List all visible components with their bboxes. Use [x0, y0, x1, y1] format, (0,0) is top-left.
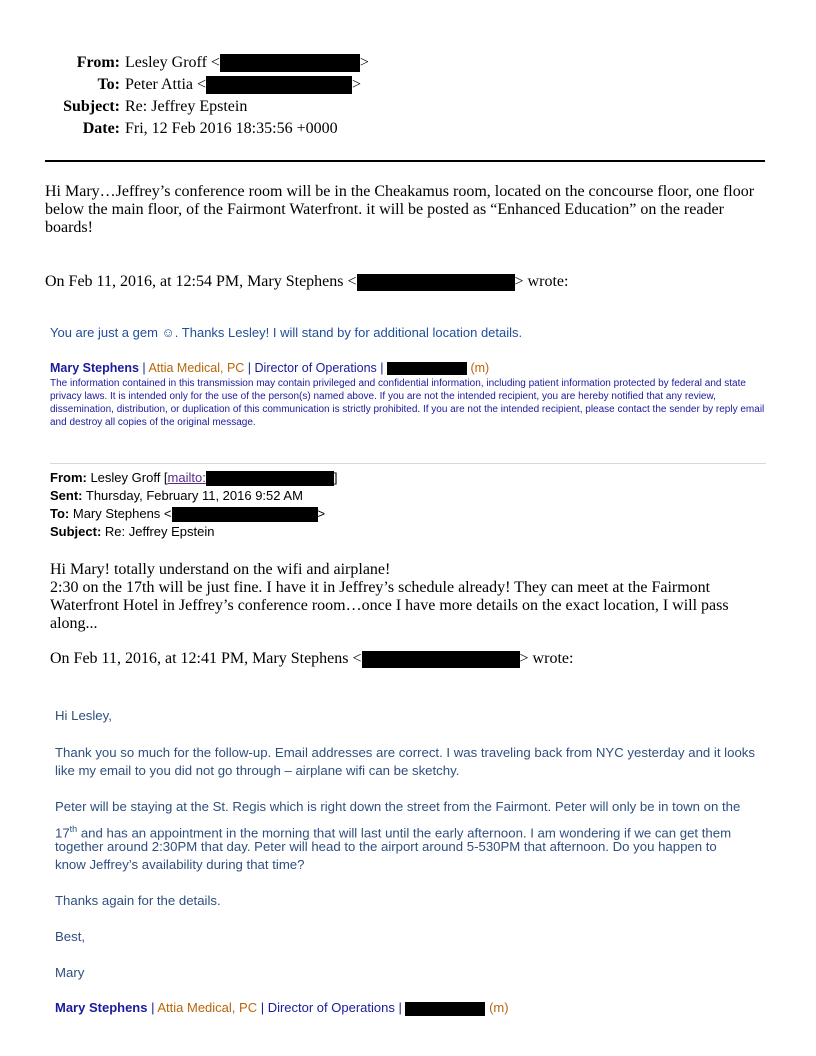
lesley-reply-line: 2:30 on the 17th will be just fine. I have it in Jeffrey’s schedule already! They can meet at the Fairmont — [50, 579, 711, 596]
redacted-block — [405, 1002, 485, 1016]
gem-message: You are just a gem ☺. Thanks Lesley! I will stand by for additional location details. — [50, 325, 523, 340]
mary-closing: Best, — [55, 929, 86, 944]
inner-sent-row: Sent: Thursday, February 11, 2016 9:52 AM — [50, 488, 303, 503]
inner-subject-label: Subject: — [50, 524, 102, 539]
mary-paragraph-line: Peter will be staying at the St. Regis which is right down the street from the Fairmont. Peter will only be in town on the — [55, 799, 741, 814]
subject-label: Subject: — [63, 98, 120, 115]
signature-title: Director of Operations — [267, 1000, 395, 1015]
signature-company: Attia Medical, PC — [157, 1000, 258, 1015]
date-row — [0, 118, 700, 140]
redacted-block — [362, 651, 520, 668]
lesley-reply-line: along... — [50, 615, 98, 632]
signature: Mary Stephens | Attia Medical, PC | Director of Operations | (m) — [50, 361, 490, 375]
inner-to-row: To: Mary Stephens < > — [50, 506, 326, 521]
signature-title: Director of Operations — [254, 361, 377, 375]
reply-line: Hi Mary…Jeffrey’s conference room will be in the Cheakamus room, located on the concourse floor, one floor — [45, 183, 755, 200]
inner-to-label: To: — [50, 506, 70, 521]
mary-paragraph-line: together around 2:30PM that day. Peter will head to the airport around 5-530PM that afternoon. Do you happen to — [55, 839, 717, 854]
mary-greeting: Hi Lesley, — [55, 708, 112, 723]
inner-from-row: From: Lesley Groff [mailto: ] — [50, 470, 338, 485]
to-row — [0, 74, 700, 96]
redacted-block — [172, 507, 318, 522]
date-value: Fri, 12 Feb 2016 18:35:56 +0000 — [125, 120, 338, 137]
inner-sent-label: Sent: — [50, 488, 83, 503]
redacted-block — [206, 471, 334, 486]
reply-line: boards! — [45, 219, 93, 236]
mailto-link[interactable]: mailto: — [167, 470, 206, 485]
subject-value: Re: Jeffrey Epstein — [125, 98, 248, 115]
quote-intro: On Feb 11, 2016, at 12:41 PM, Mary Stephens < > wrote: — [50, 650, 574, 667]
signature-name: Mary Stephens — [55, 1000, 148, 1015]
from-row — [0, 52, 700, 74]
lesley-reply-line: Waterfront Hotel in Jeffrey’s conference room…once I have more details on the exact location, I will pass — [50, 597, 729, 614]
to-label: To: — [97, 76, 120, 93]
date-label: Date: — [82, 120, 120, 137]
redacted-block — [220, 54, 360, 72]
redacted-block — [387, 362, 467, 375]
signature-name: Mary Stephens — [50, 361, 139, 375]
from-value: Lesley Groff < > — [125, 54, 369, 71]
mary-paragraph-line: like my email to you did not go through – airplane wifi can be sketchy. — [55, 763, 460, 778]
subject-row — [0, 96, 700, 118]
redacted-block — [206, 76, 352, 94]
signature-company: Attia Medical, PC — [148, 361, 245, 375]
inner-subject-row: Subject: Re: Jeffrey Epstein — [50, 524, 215, 539]
mary-paragraph-line: 17th and has an appointment in the morning that will last until the early afternoon. I am wondering if we can get them — [55, 824, 732, 841]
signature: Mary Stephens | Attia Medical, PC | Director of Operations | (m) — [55, 1000, 509, 1015]
message-divider — [50, 463, 766, 464]
inner-from-label: From: — [50, 470, 87, 485]
mary-paragraph-line: Thank you so much for the follow-up. Email addresses are correct. I was traveling back from NYC yesterday and it looks — [55, 745, 755, 760]
to-value: Peter Attia < > — [125, 76, 362, 93]
lesley-reply-line: Hi Mary! totally understand on the wifi and airplane! — [50, 561, 391, 578]
mary-thanks: Thanks again for the details. — [55, 893, 221, 908]
quote-intro: On Feb 11, 2016, at 12:54 PM, Mary Stephens < > wrote: — [45, 273, 569, 290]
email-header — [0, 52, 700, 142]
header-divider — [45, 160, 765, 162]
mary-paragraph-line: know Jeffrey’s availability during that time? — [55, 857, 305, 872]
from-label: From: — [76, 54, 120, 71]
redacted-block — [357, 274, 515, 291]
reply-line: below the main floor, of the Fairmont Waterfront. it will be posted as “Enhanced Education” on the reader — [45, 201, 724, 218]
mary-name: Mary — [55, 965, 85, 980]
confidentiality-disclaimer: The information contained in this transmission may contain privileged and confidential information, including patient information protected by federal and state privacy laws. It is intended only for the use of the person(s) named above. If you are not the intended recipient, you are hereby notified that any review, dissemination, distribution, or duplication of this communication is strictly prohibited. If you are not the intended recipient, please contact the sender by reply email and destroy all copies of the original message. — [50, 378, 765, 428]
